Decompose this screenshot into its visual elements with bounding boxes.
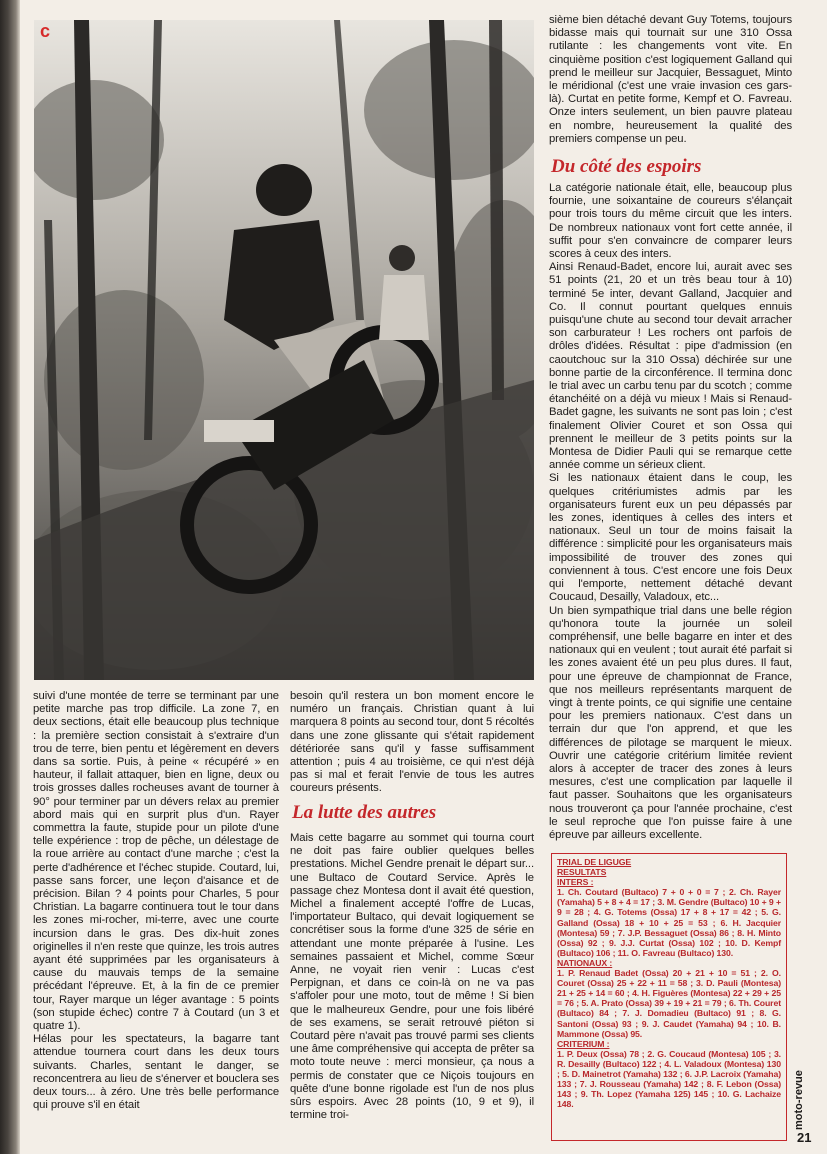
results-inters: 1. Ch. Coutard (Bultaco) 7 + 0 + 0 = 7 ; 2. Ch. Rayer (Yamaha) 5 + 8 + 4 = 17 ; 3. M. Gendre (Bultaco) 10 + 9 + 9 = 28 ; 4. G. Totems (Ossa) 17 + 8 + 17 = 42 ; 5. G. Galland (Ossa) 18 + 10 + 25 = 53 ; 6. H. Jacquier (Montesa) 59 ; 7. J.P. Bessaguet (Ossa) 86 ; 8. H. Minto (Ossa) 92 ; 9. J.J. Curtat (Ossa) 102 ; 10. D. Kempf (Bultaco) 106 ; 11. O. Favreau (Bultaco) 130. <box>557 887 781 958</box>
paragraph: sième bien détaché devant Guy Totems, toujours bidasse mais qui tournait sur une 310 Ossa rutilante : les changements vont vite. En cinquième position c'est logiquement Galland qui prend le meilleur sur Jacquier, Bessaguet, Minto le méridional (c'est une vraie invasion ces gars-là). Curtat en petite forme, Kempf et O. Favreau. Onze inters seulement, un bien pauvre plateau en nombre, heureusement la qualité des premiers compense un peu. <box>549 14 792 145</box>
results-subtitle: RESULTATS <box>557 867 607 878</box>
paragraph: Mais cette bagarre au sommet qui tourna court ne doit pas faire oublier quelques belles prestations. Michel Gendre prenait le départ sur... une Bultaco de Coutard Service. Après le passage chez Montesa dont il avait été question, Michel a finalement accepté l'offre de Lucas, l'importateur Bultaco, qui devait logiquement se concrétiser sous la forme d'une 325 de série en attendant une monte préparée à l'usine. Les semaines passaient et Michel, comme Sœur Anne, ne voyait rien venir : Lucas c'est Perpignan, et dans ce coin-là on ne va pas s'affoler pour une moto, tout de même ! Si bien que le malheureux Gendre, pour une fois libéré de ses examens, se serait retrouvé piéton si Coutard père n'avait pas trouvé parmi ses clients une âme compréhensive qui accepta de prêter sa moto toute neuve : merci monsieur, ça nous a permis de constater que ce Niçois toujours en quête d'une bonne rigolade est l'un de nos plus sûrs espoirs. Avec 28 points (10, 9 et 9), il termine troi- <box>290 832 534 1122</box>
results-criterium-heading: CRITERIUM : <box>557 1038 610 1049</box>
section-title-autres: La lutte des autres <box>292 802 437 823</box>
article-column-middle <box>290 690 534 796</box>
paragraph: besoin qu'il restera un bon moment encore le numéro un français. Christian quant à lui marquera 8 points au second tour, dont 5 récoltés dans une zone glissante qui s'était rapidement détériorée sans qu'il y fasse suffisamment attention ; puis 4 au troisième, ce qui n'est déjà pas si mal et ferait l'envie de tous les autres coureurs présents. <box>290 690 534 795</box>
article-column-middle-body <box>290 832 534 1122</box>
results-inters-heading: INTERS : <box>557 877 594 888</box>
results-nationaux: 1. P. Renaud Badet (Ossa) 20 + 21 + 10 = 51 ; 2. O. Couret (Ossa) 25 + 22 + 11 = 58 ; 3. D. Pauli (Montesa) 21 + 25 + 14 = 60 ; 4. H. Figuères (Montesa) 22 + 29 + 25 = 76 ; 5. A. Prato (Ossa) 39 + 19 + 21 = 79 ; 6. Th. Couret (Bultaco) 84 ; 7. J. Domadieu (Bultaco) 91 ; 8. G. Santoni (Ossa) 93 ; 9. J. Caudet (Yamaha) 94 ; 10. B. Mammone (Ossa) 95. <box>557 968 781 1039</box>
page-binding-edge <box>0 0 20 1154</box>
page-number: 21 <box>797 1130 812 1145</box>
article-column-right <box>549 182 792 842</box>
trial-rider-photo <box>34 20 534 680</box>
results-nationaux-heading: NATIONAUX : <box>557 957 613 968</box>
section-title-espoirs: Du côté des espoirs <box>551 156 702 177</box>
paragraph: Si les nationaux étaient dans le coup, les quelques critériumistes admis par les organisateurs furent eux un peu dépassés par les zones, identiques à celles des inters et nationaux. Seul un tour de moins faisait la différence : simplicité pour les organisateurs mais impossibilité de trouver des zones qui conviennent à tous. C'est encore une fois Deux qui l'emporte, nettement détaché devant Coucaud, Desailly, Valadoux, etc... <box>549 472 792 604</box>
paragraph: La catégorie nationale était, elle, beaucoup plus fournie, une soixantaine de coureurs s'élançait pour trois tours du même circuit que les inters. De nombreux nationaux vont fort cette année, il suffit pour s'en convaincre de comparer leurs scores à ceux des inters. <box>549 182 792 261</box>
article-column-right-top <box>549 14 792 146</box>
paragraph: suivi d'une montée de terre se terminant par une petite marche pas trop difficile. La zone 7, en deux sections, était elle beaucoup plus technique : la première section consistait à s'extraire d'un trou de terre, bien pentu et légèrement en devers dans sa sortie. Puis, à peine « récupéré » en hauteur, il fallait attaquer, bien en ligne, deux ou trois grosses dalles rocheuses avant de tourner à 90° pour terminer par un dévers relax au premier abord mais qui en surprit plus d'un. Rayer commettra la faute, stupide pour un pilote d'une telle expérience : trop de pêche, un délestage de la roue arrière au contact d'une marche ; c'est la perte d'adhérence et l'échec stupide. Coutard, lui, passe sans forcer, une leçon d'aisance et de précision. Bilan ? 4 points pour Charles, 5 pour Christian. La bagarre continuera tout le tour dans les zones mi-rocher, mi-terre, avec une courte incursion dans le gras. Des dix-huit zones originelles il n'en reste que quinze, les trois autres ayant été supprimées par les organisateurs à cause du mauvais temps de la semaine précédant l'épreuve. Et, à la fin de ce premier tour, Rayer marque un léger avantage : 5 points (son stupide échec) contre 7 à Coutard (un 3 et quatre 1). <box>33 690 279 1033</box>
magazine-name: moto-revue <box>793 1070 805 1130</box>
paragraph: Un bien sympathique trial dans une belle région qu'honora toute la journée un soleil compréhensif, une belle bagarre en inter et des nationaux qui en veulent ; tout aurait été parfait si les zones avaient été un peu plus dures. Il faut, pour une épreuve de championnat de France, que nos meilleurs représentants marquent de vingt à trente points, ce qui signifie une centaine pour les premiers nationaux. C'est dans un terrain dur que l'on apprend, et que les différences de pilotage se marquent le mieux. Ouvrir une catégorie critérium limitée revient alors à accepter de tracer des zones à leurs mesures, c'est une complication par laquelle il faut passer. Souhaitons que les organisateurs nous trouveront ça pour l'année prochaine, c'est le seul reproche que l'on puisse faire à une épreuve par ailleurs excellente. <box>549 604 792 841</box>
results-title: TRIAL DE LIGUGE <box>557 857 632 867</box>
results-criterium: 1. P. Deux (Ossa) 78 ; 2. G. Coucaud (Montesa) 105 ; 3. R. Desailly (Bultaco) 122 ; 4. L. Valadoux (Montesa) 130 ; 5. D. Mainetrot (Yamaha) 132 ; 6. J.P. Lacroix (Yamaha) 133 ; 7. J. Rousseau (Yamaha) 142 ; 8. F. Lebon (Ossa) 143 ; 9. Th. Lopez (Yamaha 125) 145 ; 10. G. Lachaize 148. <box>557 1048 781 1110</box>
paragraph: Ainsi Renaud-Badet, encore lui, aurait avec ses 51 points (21, 20 et un très beau tour à 10) terminé 5e inter, devant Galland, Jacquier and Co. Il connut pourtant quelques ennuis puisqu'une chute au second tour devait arracher son carburateur ! Les rochers ont parfois de drôles d'idées. Résultat : pipe d'admission (en caoutchouc sur la 310 Ossa) déchirée sur une bonne partie de la circonférence. Il termina donc le trial avec un carbu tenu par du scotch ; comme étanchéité on a déjà vu mieux ! Mais si Renaud-Badet gagne, les suivants ne sont pas loin ; c'est finalement Olivier Couret et son Ossa qui prennent le meilleur de 3 petits points sur la Montesa de Didier Pauli qui se remarque cette année comme un sérieux client. <box>549 261 792 472</box>
paragraph: Hélas pour les spectateurs, la bagarre tant attendue tournera court dans les deux tours suivants. Charles, sentant le danger, se reconcentrera au lieu de s'énerver et bouclera ses deux tours... à zéro. Une très belle performance qui prouve s'il en était <box>33 1033 279 1112</box>
article-column-left <box>33 690 279 1113</box>
corner-mark: c <box>40 21 51 41</box>
results-box <box>551 853 787 1141</box>
